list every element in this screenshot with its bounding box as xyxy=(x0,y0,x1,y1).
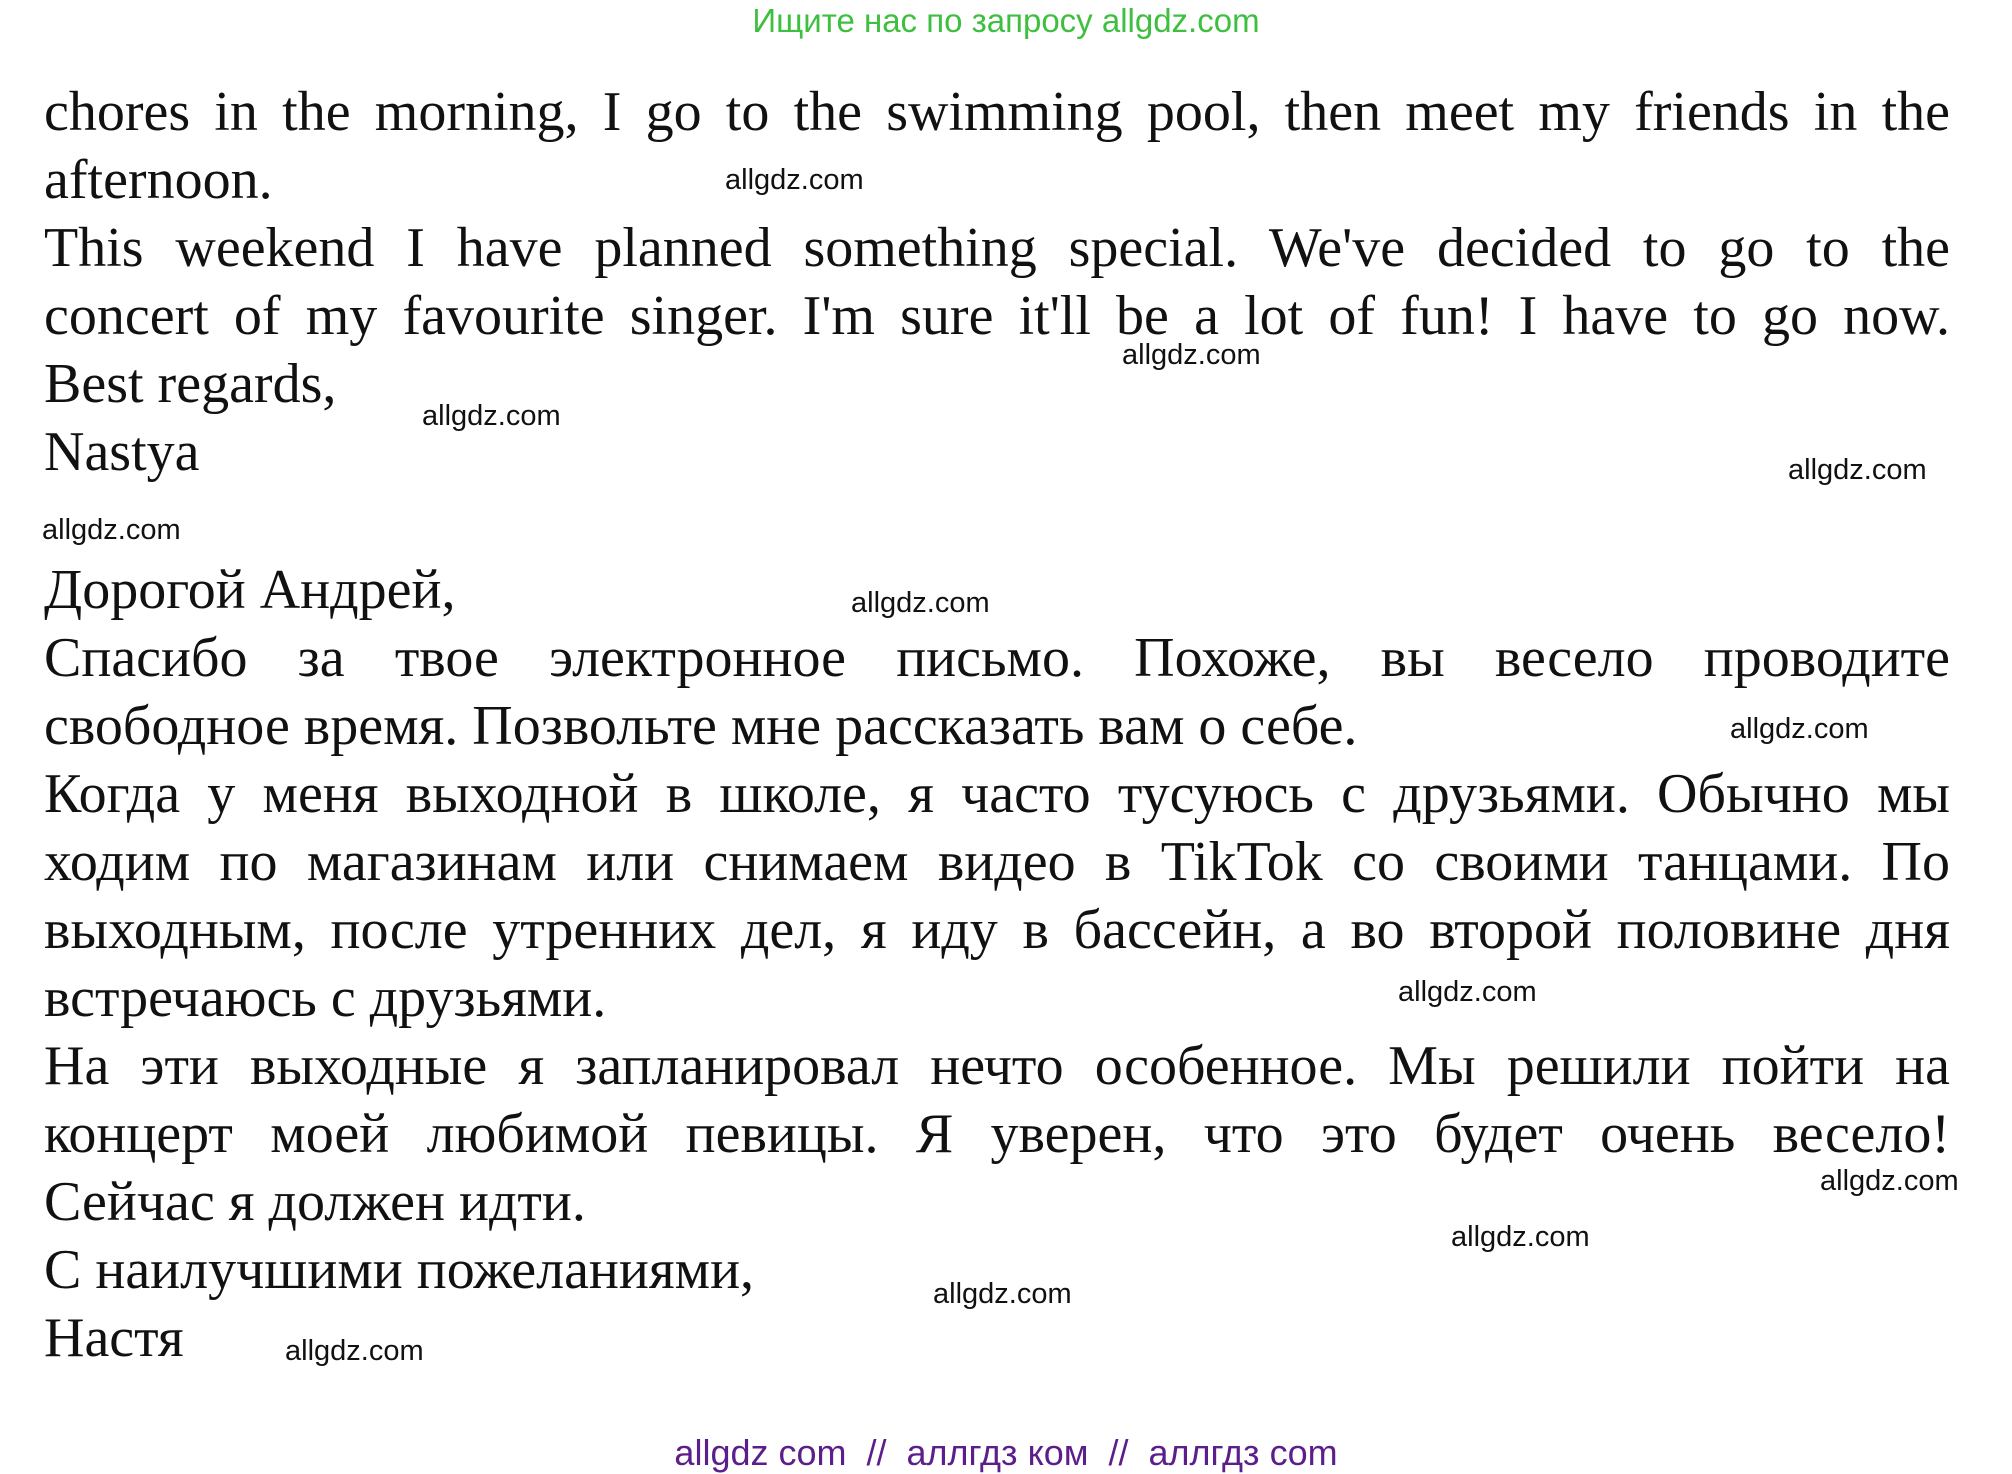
watermark-text: allgdz.com xyxy=(422,400,561,432)
letter-line: ходим по магазинам или снимаем видео в TikTok со своими танцами. По xyxy=(44,831,1950,893)
letter-line: концерт моей любимой певицы. Я уверен, что это будет очень весело! xyxy=(44,1103,1950,1165)
watermark-text: allgdz.com xyxy=(1820,1165,1959,1197)
letter-line: chores in the morning, I go to the swimming pool, then meet my friends in the xyxy=(44,81,1950,143)
letter-closing: Best regards, xyxy=(44,353,337,415)
letter-line: Когда у меня выходной в школе, я часто тусуюсь с друзьями. Обычно мы xyxy=(44,763,1950,825)
footer-links[interactable]: allgdz com // аллгдз ком // аллгдз com xyxy=(674,1432,1338,1473)
watermark-text: allgdz.com xyxy=(725,164,864,196)
letter-signature: Настя xyxy=(44,1307,184,1369)
letter-line: Сейчас я должен идти. xyxy=(44,1171,586,1233)
watermark-text: allgdz.com xyxy=(42,514,181,546)
letter-line: выходным, после утренних дел, я иду в бассейн, а во второй половине дня xyxy=(44,899,1950,961)
watermark-text: allgdz.com xyxy=(851,587,990,619)
letter-signature: Nastya xyxy=(44,421,200,483)
letter-line: встречаюсь с друзьями. xyxy=(44,967,607,1029)
letter-line: afternoon. xyxy=(44,149,273,211)
watermark-text: allgdz.com xyxy=(285,1335,424,1367)
watermark-text: allgdz.com xyxy=(1788,454,1927,486)
watermark-text: allgdz.com xyxy=(1398,976,1537,1008)
letter-line: This weekend I have planned something special. We've decided to go to the xyxy=(44,217,1950,279)
watermark-text: allgdz.com xyxy=(1451,1221,1590,1253)
watermark-text: allgdz.com xyxy=(1122,339,1261,371)
watermark-text: allgdz.com xyxy=(1730,713,1869,745)
letter-line: Спасибо за твое электронное письмо. Похоже, вы весело проводите xyxy=(44,627,1950,689)
letter-line: свободное время. Позвольте мне рассказать вам о себе. xyxy=(44,695,1358,757)
letter-closing: С наилучшими пожеланиями, xyxy=(44,1239,755,1301)
search-hint-link[interactable]: Ищите нас по запросу allgdz.com xyxy=(752,2,1260,39)
letter-line: concert of my favourite singer. I'm sure it'll be a lot of fun! I have to go now. xyxy=(44,285,1950,347)
watermark-text: allgdz.com xyxy=(933,1278,1072,1310)
letter-greeting: Дорогой Андрей, xyxy=(44,559,456,621)
letter-line: На эти выходные я запланировал нечто особенное. Мы решили пойти на xyxy=(44,1035,1950,1097)
